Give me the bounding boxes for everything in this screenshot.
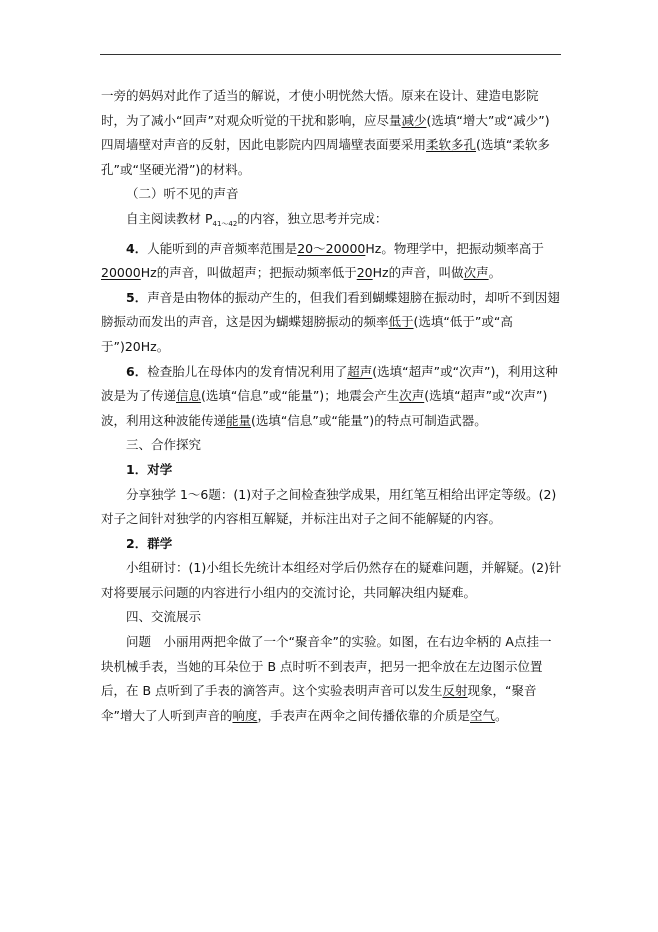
- subsection-heading: [101, 532, 562, 557]
- problem-paragraph: [101, 630, 562, 728]
- subsection-number: 1．: [126, 461, 148, 477]
- text-run: 现象，“聚音伞”增大了人听到声音的: [101, 683, 537, 723]
- text-run: 检查胎儿在母体内的发育情况利用了: [147, 363, 348, 379]
- question-number: 5．: [126, 289, 148, 305]
- text-run: 一旁的妈妈对此作了适当的解说，才使小明恍然大悟。原来在设计、建造电影院时，为了减小“回声”对观众听觉的干扰和影响，应尽量: [101, 88, 539, 128]
- question-6: [101, 360, 562, 434]
- text-run: (选填“柔软多孔”或“坚硬光滑”)的材料。: [101, 137, 550, 177]
- subsection-title: 群学: [147, 535, 173, 551]
- subsection-title: 对学: [147, 461, 173, 477]
- answer-fill: 信息: [176, 388, 202, 404]
- text-run: (选填“信息”或“能量”)的特点可制造武器。: [251, 412, 487, 428]
- paragraph-pair-study: 分享独学 1～6题：(1)对子之间检查独学成果，用红笔互相给出评定等级。(2)对子之间针对独学的内容相互解疑，并标注出对子之间不能解疑的内容。: [101, 486, 557, 527]
- text-run: (选填“增大”或“减少”)四周墙壁对声音的反射，因此电影院内四周墙壁表面要采用: [101, 112, 550, 153]
- answer-fill: 能量: [226, 412, 252, 428]
- text-run: Hz。物理学中，把振动频率高于: [365, 240, 544, 256]
- question-5: [101, 286, 562, 360]
- answer-fill: 柔软多孔: [426, 137, 477, 153]
- text-run: 。: [488, 265, 502, 281]
- text-run: 自主阅读教材 P: [126, 210, 213, 226]
- text-run: 。: [495, 707, 508, 723]
- paragraph-group-study: 小组研讨：(1)小组长先统计本组经对学后仍然存在的疑难问题，并解疑。(2)针对将要展示问题的内容进行小组内的交流讨论，共同解决组内疑难。: [101, 560, 562, 600]
- text-run: 问题 小丽用两把伞做了一个“聚音伞”的实验。如图，在右边伞柄的 A点挂一块机械手表，当她的耳朵位于 B 点时听不到表声，把另一把伞放在左边图示位置后，在 B 点听到了手表的滴答声。这个实验表明声音可以发生: [101, 634, 552, 699]
- answer-fill: 次声: [399, 388, 425, 404]
- text-run: (选填“低于”或“高于”)20Hz。: [101, 314, 513, 354]
- answer-fill: 20～20000: [297, 240, 366, 256]
- subsection-heading: [101, 458, 562, 483]
- answer-fill: 低于: [388, 314, 414, 330]
- text-run: (选填“信息”或“能量”)；地震会产生: [201, 388, 400, 404]
- question-number: 6．: [126, 363, 148, 379]
- section-heading: 三、合作探究: [126, 437, 202, 453]
- text-run: Hz的声音，叫做: [372, 265, 464, 281]
- question-4: [101, 237, 562, 286]
- subsection-number: 2．: [126, 535, 148, 551]
- answer-fill: 减少: [401, 112, 427, 128]
- answer-fill: 次声: [463, 265, 489, 281]
- text-run: ，手表声在两伞之间传播依靠的介质是: [257, 707, 471, 723]
- answer-fill: 响度: [232, 707, 258, 723]
- text-run: 人能听到的声音频率范围是: [147, 240, 298, 256]
- reading-instruction: [101, 207, 562, 237]
- text-run: (选填“超声”或“次声”)波，利用这种波能传递: [101, 388, 548, 428]
- answer-fill: 超声: [347, 363, 373, 379]
- text-run: (选填“超声”或“次声”)，利用这种波是为了传递: [101, 363, 558, 404]
- section-heading: （二）听不见的声音: [126, 186, 239, 202]
- answer-fill: 20000: [101, 265, 141, 281]
- answer-fill: 空气: [470, 707, 496, 723]
- page-range: 41～42: [212, 219, 238, 228]
- section-heading: 四、交流展示: [126, 609, 202, 625]
- text-run: 的内容，独立思考并完成：: [237, 210, 388, 226]
- question-number: 4．: [126, 240, 148, 256]
- answer-fill: 20: [356, 265, 373, 281]
- text-run: 声音是由物体的振动产生的，但我们看到蝴蝶翅膀在振动时，却听不到因翅膀振动而发出的声音，这是因为蝴蝶翅膀振动的频率: [101, 289, 560, 330]
- text-run: Hz的声音，叫做超声；把振动频率低于: [140, 265, 357, 281]
- header-rule: [100, 54, 561, 55]
- answer-fill: 反射: [442, 683, 468, 699]
- paragraph-echo: [101, 84, 562, 182]
- document-body: [101, 84, 562, 728]
